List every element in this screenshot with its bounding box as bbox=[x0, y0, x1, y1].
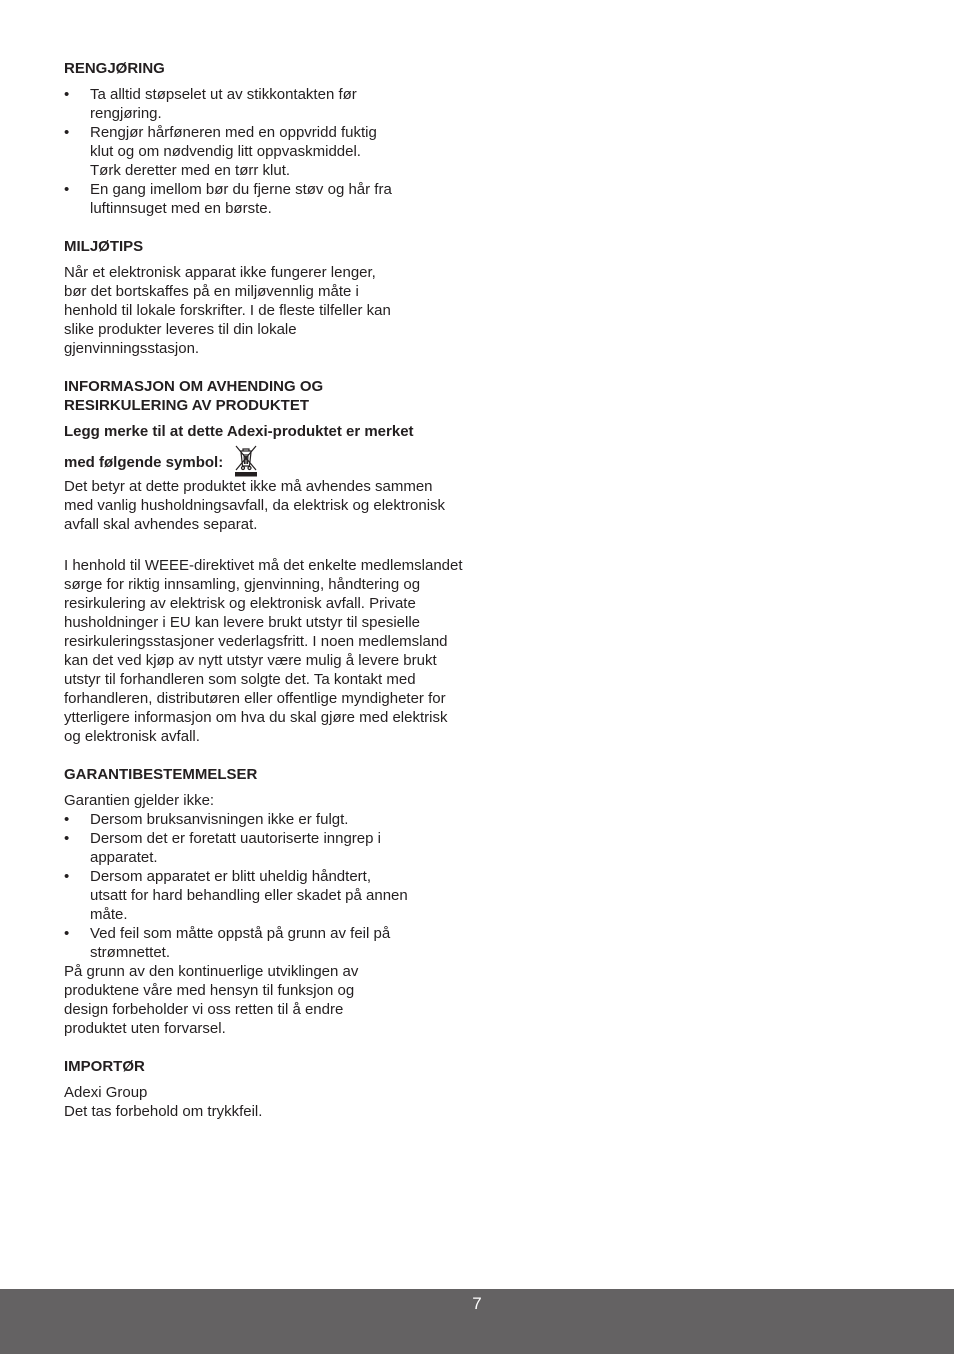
heading-disposal-line2: RESIRKULERING AV PRODUKTET bbox=[64, 397, 310, 414]
list-item: • En gang imellom bør du fjerne støv og hår fra luftinnsuget med en børste. bbox=[64, 181, 392, 217]
section-importer bbox=[64, 1057, 474, 1121]
warranty-closing: På grunn av den kontinuerlige utviklingen av produktene våre med hensyn til funksjon og design forbeholder vi oss retten til å endre produktet uten forvarsel. bbox=[64, 963, 359, 1037]
disposal-notice-line2: med følgende symbol: bbox=[64, 454, 224, 471]
list-item: • Dersom bruksanvisningen ikke er fulgt. bbox=[64, 811, 349, 828]
list-item: • Rengjør hårføneren med en oppvridd fuktig klut og om nødvendig litt oppvaskmiddel. Tørk deretter med en tørr klut. bbox=[64, 124, 377, 179]
importer-disclaimer: Det tas forbehold om trykkfeil. bbox=[64, 1103, 263, 1120]
list-item: • Ved feil som måtte oppstå på grunn av feil på strømnettet. bbox=[64, 925, 391, 961]
list-item: • Ta alltid støpselet ut av stikkontakten før rengjøring. bbox=[64, 86, 357, 122]
section-disposal bbox=[64, 377, 474, 746]
crossed-out-wheelie-bin-icon bbox=[233, 443, 259, 477]
heading-environment: MILJØTIPS bbox=[64, 238, 144, 255]
heading-disposal-line1: INFORMASJON OM AVHENDING OG bbox=[64, 378, 324, 395]
importer-company: Adexi Group bbox=[64, 1084, 148, 1101]
section-cleaning bbox=[64, 59, 474, 218]
disposal-symbol-line bbox=[64, 443, 474, 477]
disposal-paragraph-1: Det betyr at dette produktet ikke må avhendes sammen med vanlig husholdningsavfall, da elektrisk og elektronisk avfall skal avhendes separat. bbox=[64, 478, 446, 533]
heading-importer: IMPORTØR bbox=[64, 1058, 145, 1075]
environment-text: Når et elektronisk apparat ikke fungerer lenger, bør det bortskaffes på en miljøvennlig måte i henhold til lokale forskrifter. I de fleste tilfeller kan slike produkter leveres til din lokale gjenvinningsstasjon. bbox=[64, 264, 391, 357]
page-number: 7 bbox=[472, 1294, 482, 1313]
warranty-list bbox=[64, 810, 409, 962]
disposal-notice-line1: Legg merke til at dette Adexi-produktet er merket bbox=[64, 423, 414, 440]
section-environment bbox=[64, 237, 474, 358]
footer-bar bbox=[0, 1289, 954, 1354]
section-warranty bbox=[64, 765, 474, 1038]
list-item: • Dersom apparatet er blitt uheldig håndtert, utsatt for hard behandling eller skadet på annen måte. bbox=[64, 868, 408, 923]
cleaning-list bbox=[64, 85, 394, 218]
list-item: • Dersom det er foretatt uautoriserte inngrep i apparatet. bbox=[64, 830, 381, 866]
heading-cleaning: RENGJØRING bbox=[64, 60, 165, 77]
heading-warranty: GARANTIBESTEMMELSER bbox=[64, 766, 258, 783]
document-body bbox=[64, 59, 474, 1121]
warranty-intro: Garantien gjelder ikke: bbox=[64, 792, 215, 809]
disposal-paragraph-2: I henhold til WEEE-direktivet må det enkelte medlemslandet sørge for riktig innsamling, gjenvinning, håndtering og resirkulering av elektrisk og elektronisk avfall. Private husholdninger i EU kan levere brukt utstyr til spesielle resirkuleringsstasjoner vederlagsfritt. I noen medlemsland kan det ved kjøp av nytt utstyr være mulig å levere brukt utstyr til forhandleren som solgte det. Ta kontakt med forhandleren, distributøren eller offentlige myndigheter for ytterligere informasjon om hva du skal gjøre med elektrisk og elektronisk avfall. bbox=[64, 557, 463, 745]
